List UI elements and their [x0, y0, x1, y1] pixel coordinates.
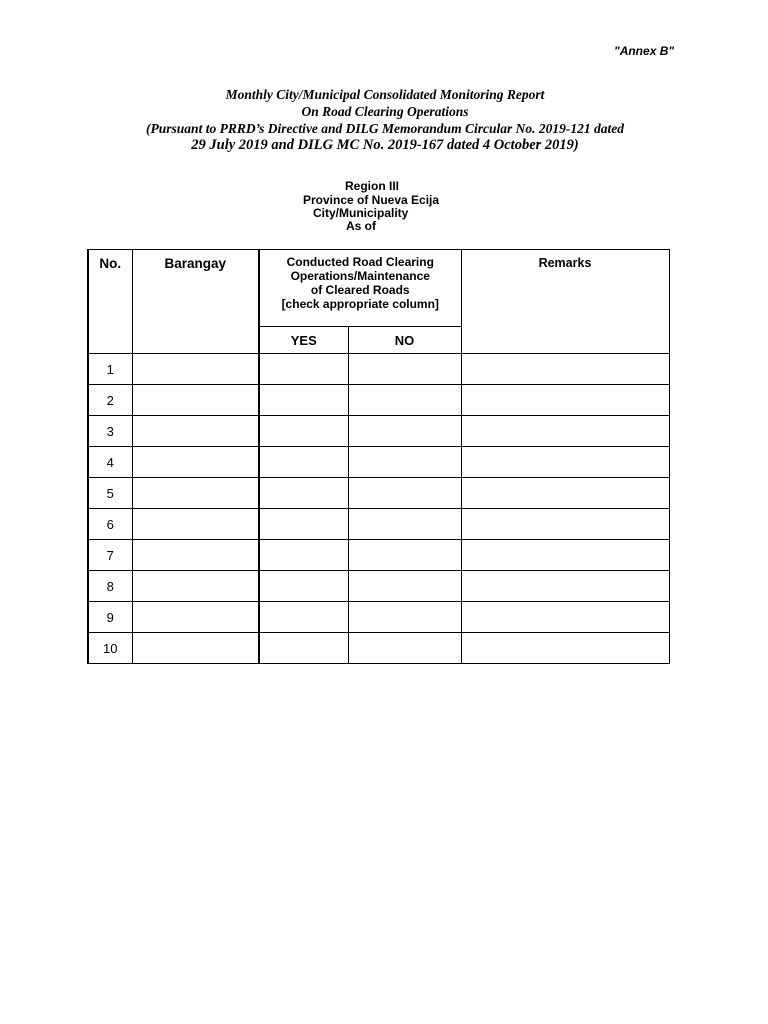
yes-cell[interactable]	[259, 633, 348, 664]
header-conducted-line: Conducted Road Clearing	[286, 255, 434, 269]
barangay-cell[interactable]	[132, 447, 259, 478]
header-conducted-line: of Cleared Roads	[310, 283, 410, 297]
title-line-3: (Pursuant to PRRD’s Directive and DILG Memorandum Circular No. 2019-121 dated	[146, 121, 624, 136]
report-title	[80, 86, 690, 154]
yes-cell[interactable]	[259, 509, 348, 540]
table-row	[88, 478, 669, 509]
province-label: Province of Nueva Ecija	[303, 193, 440, 207]
remarks-cell[interactable]	[461, 385, 669, 416]
no-cell[interactable]	[348, 354, 461, 385]
remarks-cell[interactable]	[461, 602, 669, 633]
table-row	[88, 540, 669, 571]
barangay-cell[interactable]	[132, 509, 259, 540]
no-cell[interactable]	[348, 571, 461, 602]
yes-cell[interactable]	[259, 540, 348, 571]
row-number-cell: 6	[88, 509, 132, 540]
remarks-cell[interactable]	[461, 509, 669, 540]
barangay-cell[interactable]	[132, 385, 259, 416]
yes-cell[interactable]	[259, 447, 348, 478]
yes-cell[interactable]	[259, 385, 348, 416]
table-row	[88, 602, 669, 633]
remarks-cell[interactable]	[461, 354, 669, 385]
yes-cell[interactable]	[259, 478, 348, 509]
table-row	[88, 633, 669, 664]
remarks-cell[interactable]	[461, 478, 669, 509]
barangay-cell[interactable]	[132, 478, 259, 509]
table-row	[88, 447, 669, 478]
row-number-cell: 5	[88, 478, 132, 509]
header-number: No.	[88, 250, 132, 354]
barangay-cell[interactable]	[132, 354, 259, 385]
no-cell[interactable]	[348, 447, 461, 478]
row-number-cell: 4	[88, 447, 132, 478]
row-number-cell: 1	[88, 354, 132, 385]
no-cell[interactable]	[348, 633, 461, 664]
row-number-cell: 10	[88, 633, 132, 664]
barangay-cell[interactable]	[132, 571, 259, 602]
table-row	[88, 354, 669, 385]
title-line-2: On Road Clearing Operations	[301, 104, 469, 119]
yes-cell[interactable]	[259, 354, 348, 385]
no-cell[interactable]	[348, 416, 461, 447]
remarks-cell[interactable]	[461, 633, 669, 664]
remarks-cell[interactable]	[461, 540, 669, 571]
region-label: Region III	[345, 179, 399, 193]
table-row	[88, 385, 669, 416]
city-municipality-label: City/Municipality	[313, 206, 409, 220]
no-cell[interactable]	[348, 540, 461, 571]
row-number-cell: 8	[88, 571, 132, 602]
remarks-cell[interactable]	[461, 447, 669, 478]
remarks-cell[interactable]	[461, 416, 669, 447]
row-number-cell: 9	[88, 602, 132, 633]
table-row	[88, 416, 669, 447]
barangay-cell[interactable]	[132, 416, 259, 447]
barangay-cell[interactable]	[132, 602, 259, 633]
header-barangay: Barangay	[132, 250, 259, 354]
barangay-cell[interactable]	[132, 540, 259, 571]
table-row	[88, 571, 669, 602]
as-of-label: As of	[346, 219, 376, 233]
monitoring-table	[87, 249, 670, 664]
row-number-cell: 7	[88, 540, 132, 571]
yes-cell[interactable]	[259, 571, 348, 602]
title-line-4: 29 July 2019 and DILG MC No. 2019-167 dated 4 October 2019)	[191, 137, 579, 153]
remarks-cell[interactable]	[461, 571, 669, 602]
table-body	[88, 354, 669, 664]
no-cell[interactable]	[348, 385, 461, 416]
row-number-cell: 2	[88, 385, 132, 416]
header-conducted-operations	[259, 250, 461, 327]
header-conducted-line: Operations/Maintenance	[290, 269, 430, 283]
table-row	[88, 509, 669, 540]
no-cell[interactable]	[348, 478, 461, 509]
row-number-cell: 3	[88, 416, 132, 447]
no-cell[interactable]	[348, 509, 461, 540]
header-conducted-line: [check appropriate column]	[281, 297, 439, 311]
no-cell[interactable]	[348, 602, 461, 633]
header-no: NO	[348, 327, 461, 354]
title-line-1: Monthly City/Municipal Consolidated Monitoring Report	[225, 87, 545, 102]
header-yes: YES	[259, 327, 348, 354]
barangay-cell[interactable]	[132, 633, 259, 664]
annex-label: "Annex B"	[614, 44, 675, 58]
yes-cell[interactable]	[259, 602, 348, 633]
header-remarks: Remarks	[461, 250, 669, 354]
yes-cell[interactable]	[259, 416, 348, 447]
